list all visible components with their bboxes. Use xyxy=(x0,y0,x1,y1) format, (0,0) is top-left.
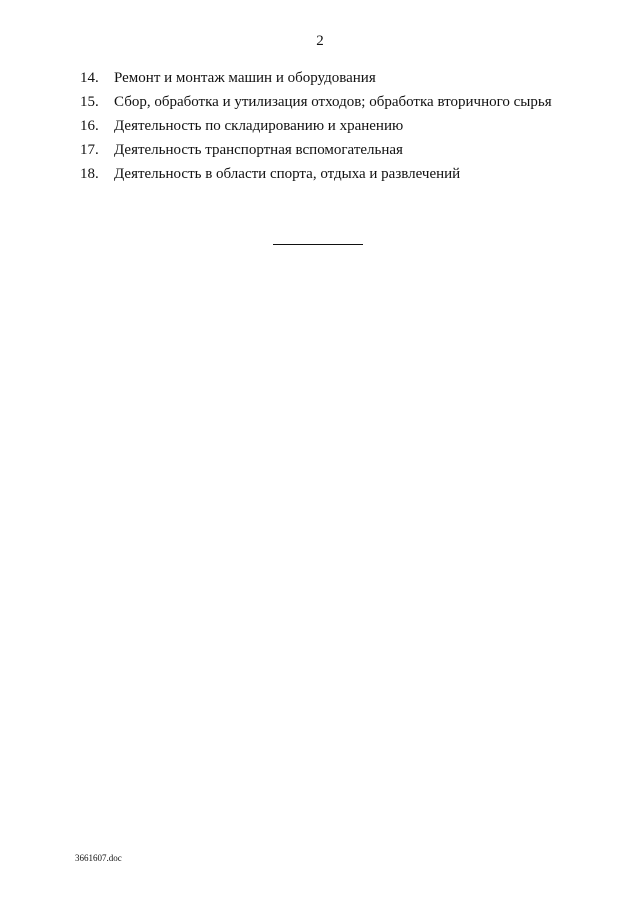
page-number: 2 xyxy=(316,33,324,49)
section-divider xyxy=(273,244,363,245)
list-item-number: 14. xyxy=(80,70,99,86)
list-item xyxy=(80,66,600,90)
list-item-text: Деятельность в области спорта, отдыха и развлечений xyxy=(114,166,461,182)
list-item-text: Сбор, обработка и утилизация отходов; обработка вторичного сырья xyxy=(114,94,552,110)
list-item xyxy=(80,114,600,138)
list-item xyxy=(80,162,600,186)
list-item xyxy=(80,138,600,162)
list-item-number: 15. xyxy=(80,94,99,110)
list-item-text: Деятельность по складированию и хранению xyxy=(114,118,404,134)
list-item-number: 18. xyxy=(80,166,99,182)
list-item-text: Ремонт и монтаж машин и оборудования xyxy=(114,70,376,86)
list-item-text: Деятельность транспортная вспомогательная xyxy=(114,142,403,158)
list-item-number: 17. xyxy=(80,142,99,158)
list-item xyxy=(80,90,600,114)
list-item-number: 16. xyxy=(80,118,99,134)
activity-list xyxy=(80,66,600,186)
footer-filename: 3661607.doc xyxy=(75,853,122,863)
